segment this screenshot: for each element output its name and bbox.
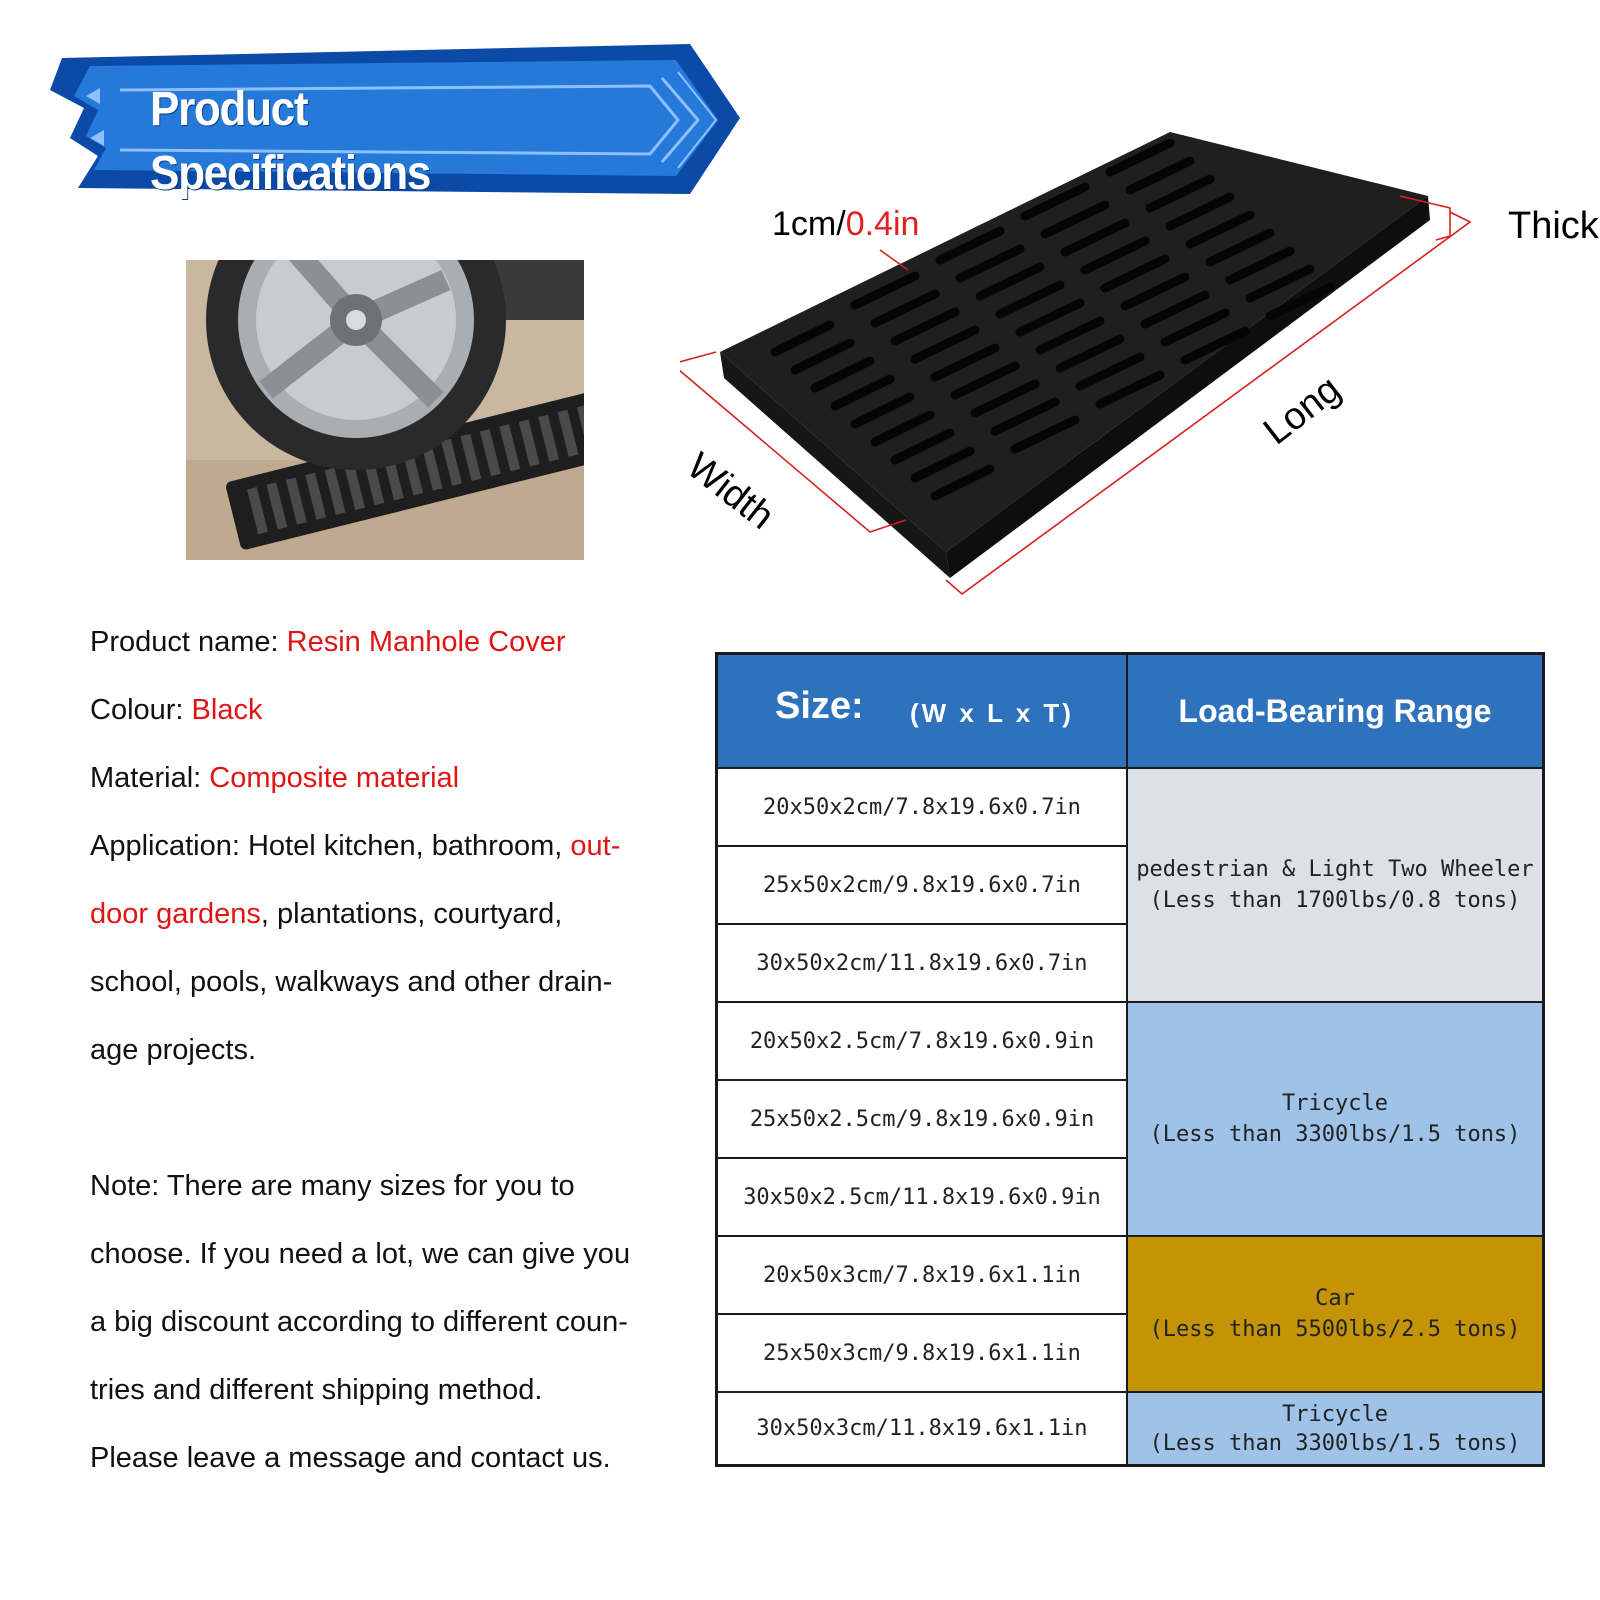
size-cell: 30x50x2.5cm/11.8x19.6x0.9in (718, 1157, 1128, 1235)
application-line-3: school, pools, walkways and other drain- (90, 966, 613, 998)
size-cell: 25x50x3cm/9.8x19.6x1.1in (718, 1313, 1128, 1391)
load-limit: (Less than 1700lbs/0.8 tons) (1149, 888, 1521, 913)
load-type: Car (1315, 1286, 1355, 1311)
note-line-2: choose. If you need a lot, we can give you (90, 1238, 631, 1270)
application-line-4: age projects. (90, 1034, 257, 1066)
load-header (1128, 655, 1542, 767)
size-cell: 20x50x2cm/7.8x19.6x0.7in (718, 767, 1128, 845)
product-photo (186, 260, 584, 560)
size-cell: 30x50x3cm/11.8x19.6x1.1in (718, 1391, 1128, 1464)
size-cell: 20x50x3cm/7.8x19.6x1.1in (718, 1235, 1128, 1313)
load-limit: (Less than 3300lbs/1.5 tons) (1149, 1430, 1521, 1456)
size-cell: 30x50x2cm/11.8x19.6x0.7in (718, 923, 1128, 1001)
material-label: Material: (90, 762, 210, 794)
thick-label: Thick (1508, 205, 1599, 247)
application-highlight: door gardens (90, 898, 261, 930)
load-cell-car (1128, 1235, 1542, 1391)
size-header (718, 655, 1128, 767)
size-cell: 25x50x2.5cm/9.8x19.6x0.9in (718, 1079, 1128, 1157)
note-line-3: a big discount according to different coun- (90, 1306, 628, 1338)
application-line-1 (90, 826, 690, 866)
load-header-label: Load-Bearing Range (1178, 693, 1492, 729)
application-text: Application: Hotel kitchen, bathroom, (90, 830, 571, 862)
note-line-4: tries and different shipping method. (90, 1374, 543, 1406)
size-header-dimensions: (W x L x T) (910, 698, 1074, 728)
load-limit: (Less than 3300lbs/1.5 tons) (1149, 1122, 1521, 1147)
spec-table (715, 652, 1545, 1467)
application-line-2 (90, 894, 690, 934)
banner-title: Product Specifications (150, 83, 431, 200)
colour-value: Black (191, 694, 263, 726)
colour-line (90, 690, 690, 730)
load-type: pedestrian & Light Two Wheeler (1136, 857, 1534, 882)
load-type: Tricycle (1282, 1401, 1388, 1427)
load-cell-tricycle (1128, 1001, 1542, 1235)
product-name-line (90, 622, 690, 662)
size-cell: 25x50x2cm/9.8x19.6x0.7in (718, 845, 1128, 923)
load-cell-tricycle-2 (1128, 1391, 1542, 1464)
colour-label: Colour: (90, 694, 192, 726)
width-label: Width (679, 445, 782, 538)
material-line (90, 758, 690, 798)
material-value: Composite material (209, 762, 460, 794)
thickness-in: 0.4in (845, 205, 920, 243)
size-cell: 20x50x2.5cm/7.8x19.6x0.9in (718, 1001, 1128, 1079)
application-text: , plantations, courtyard, (260, 898, 563, 930)
grate-diagram (680, 120, 1600, 600)
load-limit: (Less than 5500lbs/2.5 tons) (1149, 1317, 1521, 1342)
load-cell-pedestrian (1128, 767, 1542, 1001)
note-line-5: Please leave a message and contact us. (90, 1442, 611, 1474)
size-header-label: Size: (775, 685, 864, 727)
note-line-1: Note: There are many sizes for you to (90, 1170, 575, 1202)
load-type: Tricycle (1282, 1091, 1388, 1116)
thickness-cm: 1cm/ (772, 205, 846, 243)
product-name-label: Product name: (90, 626, 287, 658)
product-name-value: Resin Manhole Cover (286, 626, 566, 658)
application-highlight: out- (570, 830, 621, 862)
long-label: Long (1256, 367, 1349, 454)
thickness-dimension-label (772, 205, 919, 244)
